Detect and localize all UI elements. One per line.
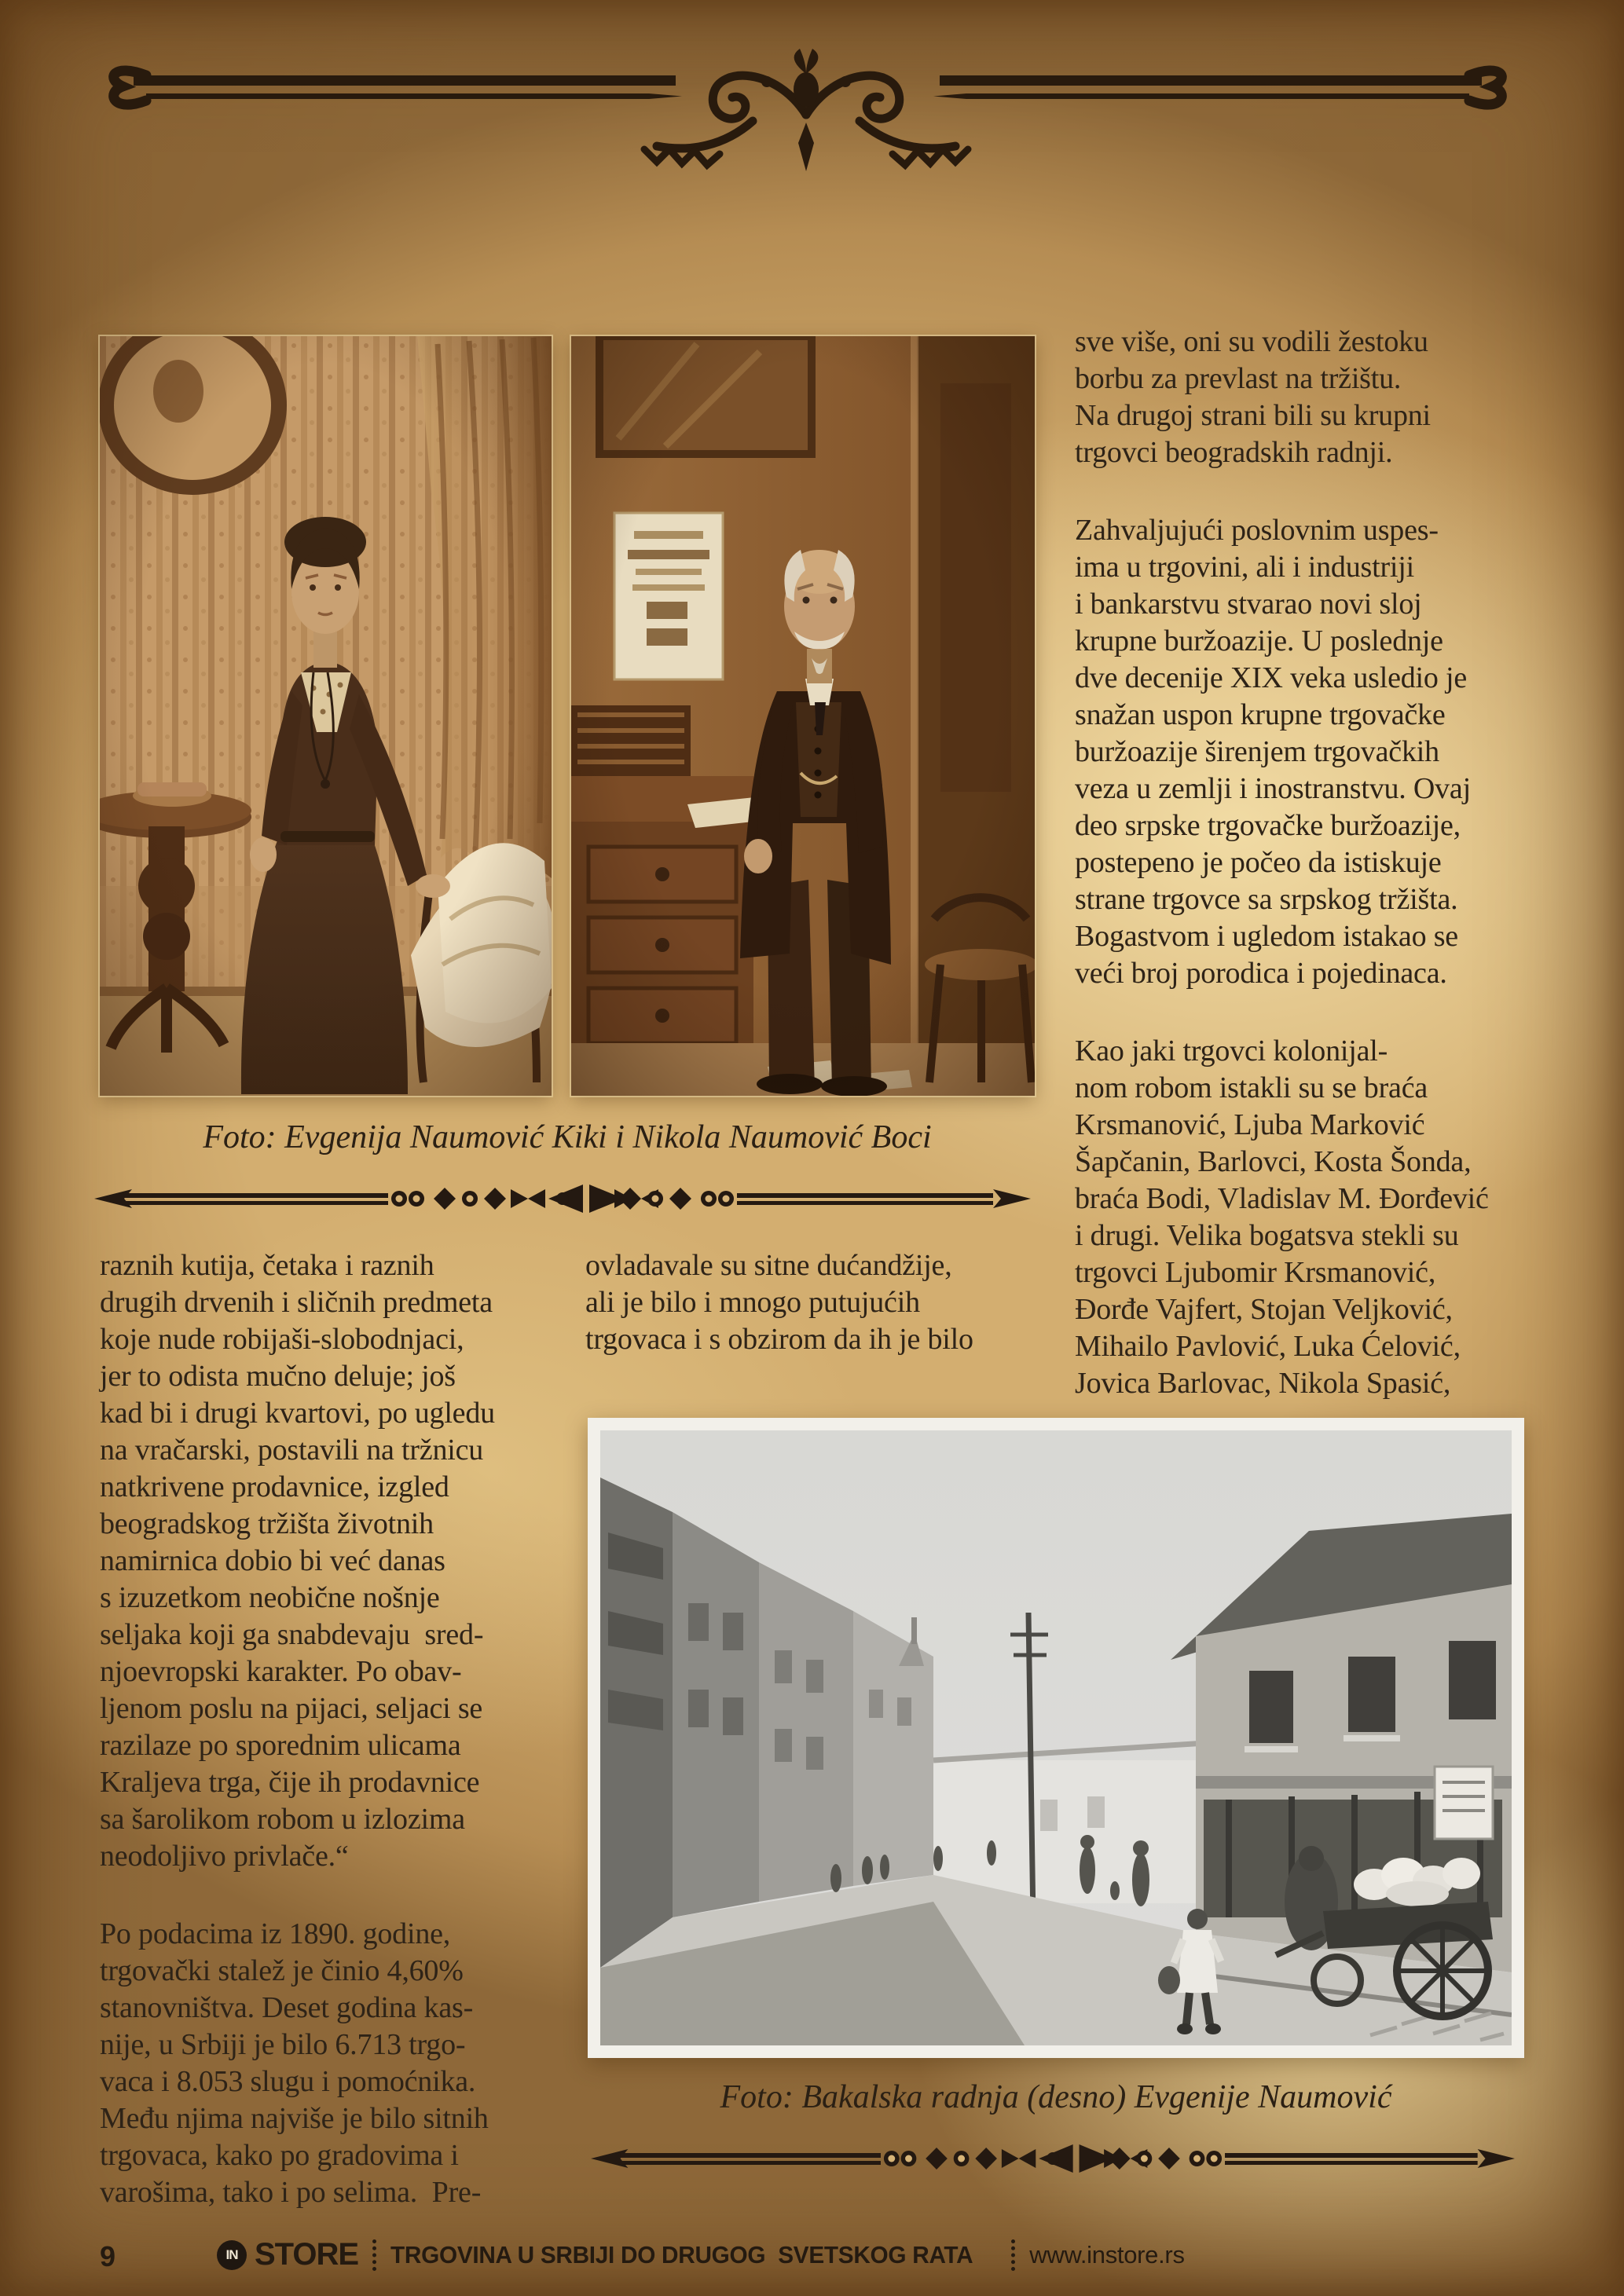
- photo-nikola-naumovic: [571, 336, 1035, 1096]
- text-line: jer to odista mučno deluje; još: [100, 1360, 456, 1393]
- text-paragraph: [1075, 512, 1546, 992]
- text-line: Među njima najviše je bilo sitnih: [100, 2102, 489, 2135]
- text-line: trgovci Ljubomir Krsmanović,: [1075, 1256, 1436, 1289]
- text-line: postepeno je počeo da istiskuje: [1075, 846, 1442, 879]
- text-line: Kraljeva trga, čije ih prodavnice: [100, 1766, 480, 1799]
- page-number: 9: [100, 2240, 116, 2272]
- text-line: kad bi i drugi kvartovi, po ugledu: [100, 1397, 495, 1430]
- text-paragraph: [100, 1247, 581, 1875]
- caption-street-photo: Foto: Bakalska radnja (desno) Evgenije Naumović: [720, 2079, 1392, 2115]
- text-line: nom robom istakli su se braća: [1075, 1071, 1428, 1104]
- text-line: borbu za prevlast na tržištu.: [1075, 362, 1402, 395]
- text-line: s izuzetkom neobične nošnje: [100, 1581, 440, 1614]
- divider-ornament-icon: [94, 1178, 1031, 1219]
- text-line: na vračarski, postavili na tržnicu: [100, 1434, 484, 1467]
- text-line: varošima, tako i po selima. Pre-: [100, 2176, 482, 2209]
- text-line: strane trgovce sa srpskog tržišta.: [1075, 883, 1458, 916]
- text-line: deo srpske trgovačke buržoazije,: [1075, 809, 1461, 842]
- text-line: trgovaca, kako po gradovima i: [100, 2139, 459, 2172]
- text-line: natkrivene prodavnice, izgled: [100, 1470, 449, 1503]
- column-left: [100, 1247, 581, 2252]
- text-line: Kao jaki trgovci kolonijal-: [1075, 1034, 1388, 1067]
- text-line: veza u zemlji i inostranstvu. Ovaj: [1075, 772, 1471, 805]
- column-right: [1075, 324, 1546, 1443]
- text-line: koje nude robijaši-slobodnjaci,: [100, 1323, 464, 1356]
- text-line: veći broj porodica i pojedinaca.: [1075, 957, 1447, 990]
- text-line: i bankarstvu stvarao novi sloj: [1075, 588, 1422, 621]
- footer-section-title: TRGOVINA U SRBIJI DO DRUGOG SVETSKOG RATA: [390, 2240, 973, 2269]
- text-line: ali je bilo i mnogo putujućih: [585, 1286, 920, 1319]
- text-line: drugih drvenih i sličnih predmeta: [100, 1286, 493, 1319]
- text-line: ovladavale su sitne dućandžije,: [585, 1249, 952, 1282]
- text-line: sa šarolikom robom u izlozima: [100, 1803, 465, 1836]
- text-line: Po podacima iz 1890. godine,: [100, 1917, 451, 1950]
- text-line: Na drugoj strani bili su krupni: [1075, 399, 1431, 432]
- text-line: vaca i 8.053 slugu i pomoćnika.: [100, 2065, 476, 2098]
- footer-website-link[interactable]: www.instore.rs: [1029, 2240, 1185, 2269]
- logo-store-label: STORE: [255, 2237, 359, 2272]
- text-line: beogradskog tržišta životnih: [100, 1507, 434, 1540]
- text-line: neodoljivo privlače.“: [100, 1840, 349, 1873]
- dotted-separator-icon: [372, 2239, 376, 2271]
- text-line: ljenom poslu na pijaci, seljaci se: [100, 1692, 483, 1725]
- text-line: ima u trgovini, ali i industriji: [1075, 551, 1414, 584]
- text-line: Šapčanin, Barlovci, Kosta Šonda,: [1075, 1145, 1472, 1178]
- text-paragraph: [1075, 324, 1546, 471]
- text-line: Mihailo Pavlović, Luka Ćelović,: [1075, 1330, 1461, 1363]
- text-paragraph: [100, 1916, 581, 2211]
- text-line: braća Bodi, Vladislav M. Đorđević: [1075, 1182, 1489, 1215]
- text-line: buržoazije širenjem trgovačkih: [1075, 735, 1439, 768]
- text-line: razilaze po sporednim ulicama: [100, 1729, 461, 1762]
- instore-logo-icon: IN: [217, 2240, 247, 2270]
- text-line: namirnica dobio bi već danas: [100, 1544, 445, 1577]
- text-line: trgovci beogradskih radnji.: [1075, 436, 1393, 469]
- text-line: trgovaca i s obzirom da ih je bilo: [585, 1323, 973, 1356]
- caption-top-photos: Foto: Evgenija Naumović Kiki i Nikola Naumović Boci: [203, 1119, 932, 1155]
- footer-brand-bar: [217, 2237, 1185, 2272]
- text-line: Krsmanović, Ljuba Marković: [1075, 1108, 1425, 1141]
- text-line: dve decenije XIX veka usledio je: [1075, 661, 1468, 694]
- text-line: sve više, oni su vodili žestoku: [1075, 325, 1428, 358]
- text-line: Jovica Barlovac, Nikola Spasić,: [1075, 1367, 1451, 1400]
- text-line: njoevropski karakter. Po obav-: [100, 1655, 462, 1688]
- text-line: raznih kutija, četaka i raznih: [100, 1249, 434, 1282]
- column-middle: [585, 1247, 1066, 1399]
- text-line: stanovništva. Deset godina kas-: [100, 1991, 474, 2024]
- text-line: trgovački stalež je činio 4,60%: [100, 1954, 464, 1987]
- text-line: seljaka koji ga snabdevaju sred-: [100, 1618, 484, 1651]
- divider-ornament-icon: [591, 2138, 1515, 2179]
- photo-evgenija-naumovic: [100, 336, 552, 1096]
- text-paragraph: [585, 1247, 1066, 1358]
- text-line: i drugi. Velika bogatsva stekli su: [1075, 1219, 1459, 1252]
- dotted-separator-icon: [1011, 2239, 1015, 2271]
- text-line: Zahvaljujući poslovnim uspes-: [1075, 514, 1439, 547]
- top-ornamental-rule-icon: [94, 44, 1521, 178]
- text-line: krupne buržoazije. U poslednje: [1075, 624, 1443, 657]
- photo-bakalska-radnja: [588, 1418, 1524, 2058]
- text-paragraph: [1075, 1033, 1546, 1402]
- text-line: snažan uspon krupne trgovačke: [1075, 698, 1446, 731]
- text-line: nije, u Srbiji je bilo 6.713 trgo-: [100, 2028, 466, 2061]
- text-line: Bogastvom i ugledom istakao se: [1075, 920, 1458, 953]
- text-line: Đorđe Vajfert, Stojan Veljković,: [1075, 1293, 1453, 1326]
